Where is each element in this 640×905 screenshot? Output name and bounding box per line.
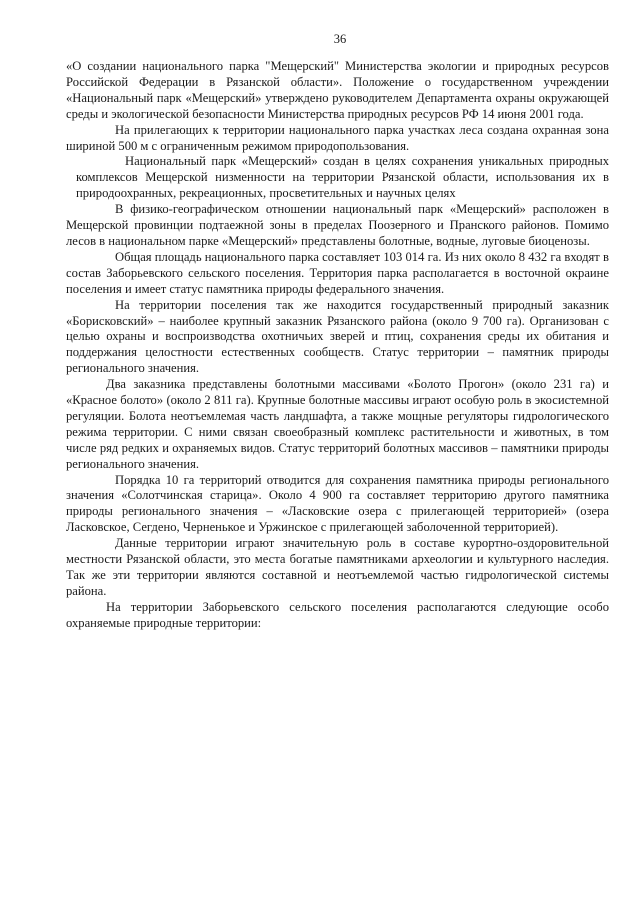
paragraph-monuments: Порядка 10 га территорий отводится для сохранения памятника природы регионального значения «Солотчинская старица». Около 4 900 га составляет территорию другого памятника природы регионального значения – «Ласковские озера с прилегающей территорией» (озера Ласковское, Сегдено, Черненькое и Уржинское с прилегающей заболоченной территорией).	[66, 472, 609, 535]
paragraph-bog-reserves: Два заказника представлены болотными массивами «Болото Прогон» (около 231 га) и «Красное болото» (около 2 811 га). Крупные болотные массивы играют особую роль в экосистемной регуляции. Болота неотъемлемая часть ландшафта, а также мощные регуляторы гидрологического режима территории. С ними связан своеобразный комплекс растительности и животных, в том числе ряд редких и охраняемых видов. Статус территорий болотных массивов – памятники природы регионального значения.	[66, 377, 609, 471]
paragraph-buffer-zone: На прилегающих к территории национального парка участках леса создана охранная зона шириной 500 м с ограниченным режимом природопользования.	[66, 122, 609, 153]
paragraph-protected-list-intro: На территории Заборьевского сельского поселения располагаются следующие особо охраняемые природные территории:	[66, 599, 609, 630]
paragraph-park-decree: «О создании национального парка "Мещерский" Министерства экологии и природных ресурсов Российской Федерации в Рязанской области». Положение о государственном учреждении «Национальный парк «Мещерский» утверждено руководителем Департамента охраны окружающей среды и экологической безопасности Министерства природных ресурсов РФ 14 июня 2001 года.	[66, 59, 609, 121]
paragraph-borisk-reserve: На территории поселения так же находится государственный природный заказник «Борисковский» – наиболее крупный заказник Рязанского района (около 9 700 га). Организован с целью охраны и воспроизводства охотничьих зверей и птиц, сохранения среды их обитания и поддержания целостности естественных сообществ. Статус территории – памятник природы регионального значения.	[66, 297, 609, 376]
paragraph-significance: Данные территории играют значительную роль в составе курортно-оздоровительной местности Рязанской области, это места богатые памятниками археологии и культурного наследия. Так же эти территории являются составной и неотъемлемой частью гидрологической системы района.	[66, 536, 609, 598]
paragraph-park-purpose: Национальный парк «Мещерский» создан в целях сохранения уникальных природных комплексов Мещерской низменности на территории Рязанской области, использования их в природоохранных, рекреационных, просветительных и научных целях	[76, 154, 609, 201]
page-number: 36	[333, 32, 347, 46]
paragraph-geography: В физико-географическом отношении национальный парк «Мещерский» расположен в Мещерской провинции подтаежной зоны в пределах Поозерного и Пранского районов. Помимо лесов в национальном парке «Мещерский» представлены болотные, водные, луговые биоценозы.	[66, 202, 609, 248]
paragraph-area: Общая площадь национального парка составляет 103 014 га. Из них около 8 432 га входят в состав Заборьевского сельского поселения. Территория парка располагается в восточной окраине поселения и имеет статус памятника природы федерального значения.	[66, 249, 609, 296]
document-body	[66, 59, 609, 632]
